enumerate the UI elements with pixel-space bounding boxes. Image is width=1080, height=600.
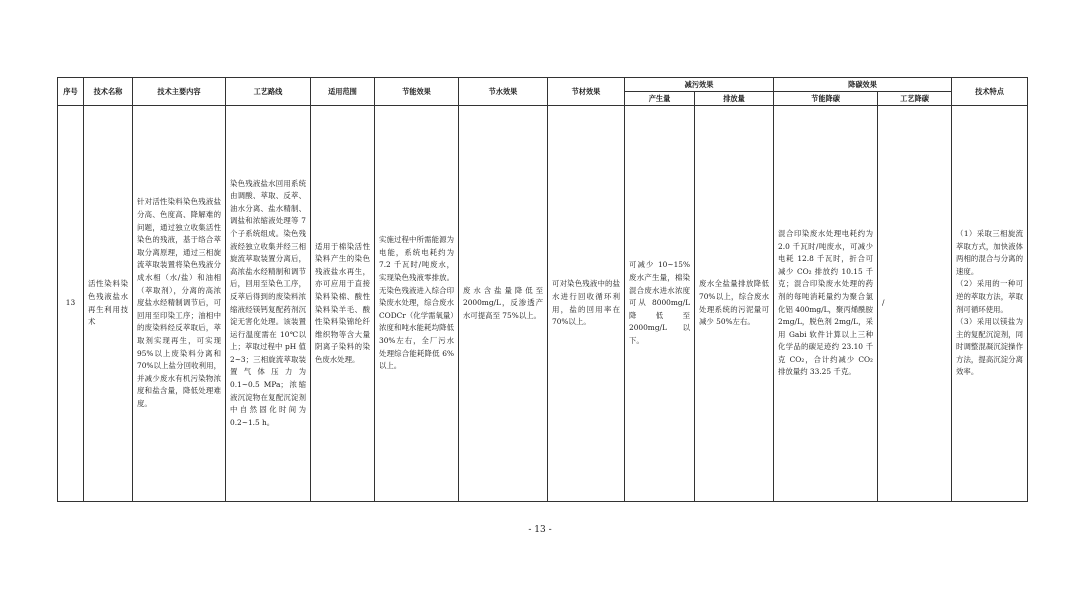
cell-seq: 13: [58, 106, 84, 502]
cell-content: 针对活性染料染色残液盐分高、色度高、降解难的问题，通过独立收集活性染色的残液，基于络合萃取分离原理，通过三相旋流萃取装置将染色残液分成水相（水/盐）和油相（萃取剂），分离的高浓度盐水经精制调节后，可回用至印染工序；油相中的废染料经反萃取后，萃取剂实现再生，可实现 95%以上废染料分离和 70%以上盐分回收利用，并减少废水有机污染物浓度和盐含量，降低处理难度。: [133, 106, 226, 502]
cell-material: 可对染色残液中的盐水进行回收循环利用，盐的回用率在 70%以上。: [548, 106, 625, 502]
header-scope: 适用范围: [311, 78, 375, 106]
header-pollution: 减污效果: [625, 78, 774, 92]
header-content: 技术主要内容: [133, 78, 226, 106]
cell-energy: 实施过程中所需能源为电能，系统电耗约为 7.2 千瓦时/吨废水，实现染色残液零排放。无染色残液进入综合印染废水处理，综合废水 CODCr（化学需氧量）浓度和吨水能耗均降低 30%左右，全厂污水处理综合能耗降低 6%以上。: [375, 106, 459, 502]
header-material: 节材效果: [548, 78, 625, 106]
cell-scope: 适用于棉染活性染料产生的染色残液盐水再生，亦可应用于直接染料染棉、酸性染料染羊毛、酸性染料染锦纶纤维织物等含大量阴离子染料的染色废水处理。: [311, 106, 375, 502]
header-name: 技术名称: [84, 78, 133, 106]
header-seq: 序号: [58, 78, 84, 106]
header-pollution-emission: 排放量: [695, 92, 774, 106]
table-row: [58, 106, 1028, 502]
cell-features: （1）采取三相旋流萃取方式，加快液体两相的混合与分离的速度。 （2）采用的一种可逆的萃取方法，萃取剂可循环使用。 （3）采用以镁盐为主的复配沉淀剂，同时调整混凝沉淀操作方法，提高沉淀分离效率。: [952, 106, 1028, 502]
header-features: 技术特点: [952, 78, 1028, 106]
header-carbon-energy: 节能降碳: [774, 92, 878, 106]
cell-carbon-energy: 混合印染废水处理电耗约为 2.0 千瓦时/吨废水，可减少电耗 12.8 千瓦时，折合可减少 CO₂ 排放约 10.15 千克；混合印染废水处理的药剂的每吨消耗量约为聚合氯化铝 400mg/L，聚丙烯酰胺 2mg/L，脱色剂 2mg/L，采用 Gabi 软件计算以上三种化学品的碳足迹约 23.10 千克 CO₂，合计约减少 CO₂ 排放量约 33.25 千克。: [774, 106, 878, 502]
cell-name: 活性染料染色残液盐水再生利用技术: [84, 106, 133, 502]
page-number: - 13 -: [528, 525, 552, 535]
header-row: [58, 78, 1028, 92]
cell-carbon-process: /: [878, 106, 952, 502]
header-route: 工艺路线: [226, 78, 311, 106]
cell-water: 废水含盐量降低至 2000mg/L，反渗透产水可提高至 75%以上。: [459, 106, 548, 502]
cell-pollution-generation: 可减少 10~15%废水产生量，棉染混合废水进水浓度可从 8000mg/L 降低至 2000mg/L 以下。: [625, 106, 695, 502]
header-water: 节水效果: [459, 78, 548, 106]
technology-table: [57, 77, 1028, 502]
header-energy: 节能效果: [375, 78, 459, 106]
cell-route: 染色残液盐水回用系统由调酸、萃取、反萃、油水分离、盐水精制、调盐和浓缩液处理等 7 个子系统组成。染色残液经独立收集并经三相旋流萃取装置分离后，高浓盐水经精制和调节后，回用至染色工序，反萃后得到的废染料浓缩液经镁钙复配药剂沉淀无害化处理。该装置运行温度需在 10℃以上；萃取过程中 pH 值 2~3；三相旋流萃取装置气体压力为 0.1~0.5 MPa；浓缩液沉淀物在复配沉淀剂中自然固化时间为 0.2~1.5 h。: [226, 106, 311, 502]
header-carbon-process: 工艺降碳: [878, 92, 952, 106]
header-carbon: 降碳效果: [774, 78, 952, 92]
header-pollution-generation: 产生量: [625, 92, 695, 106]
cell-pollution-emission: 废水全盐量排放降低 70%以上，综合废水处理系统的污泥量可减少 50%左右。: [695, 106, 774, 502]
